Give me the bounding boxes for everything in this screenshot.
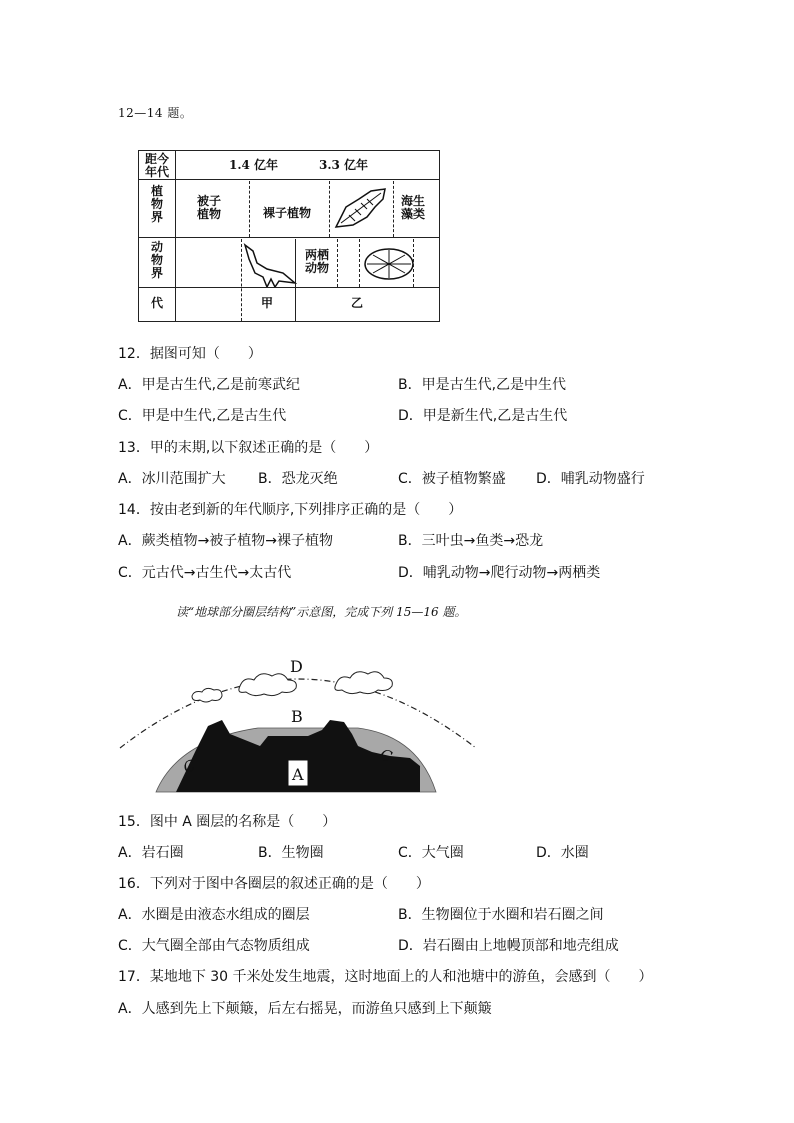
- q12-option-c[interactable]: C．甲是中生代,乙是古生代: [118, 408, 287, 424]
- age-2: 3.3 亿年: [319, 158, 369, 172]
- label-a: A: [292, 765, 304, 784]
- dinosaur-fossil-icon: [243, 243, 297, 287]
- q16-option-c[interactable]: C．大气圈全部由气态物质组成: [118, 938, 310, 954]
- cloud-icon: [335, 672, 392, 694]
- q15-option-d[interactable]: D．水圈: [536, 845, 589, 861]
- q12-option-d[interactable]: D．甲是新生代,乙是古生代: [398, 408, 568, 424]
- label-b: B: [291, 707, 303, 726]
- earth-spheres-diagram: [118, 640, 480, 796]
- q13-option-d[interactable]: D．哺乳动物盛行: [536, 471, 645, 487]
- q16-option-b[interactable]: B．生物圈位于水圈和岩石圈之间: [398, 907, 604, 923]
- row-label-plants: 植 物 界: [150, 184, 163, 224]
- question-14: 14．按由老到新的年代顺序,下列排序正确的是（ ）: [118, 502, 463, 518]
- geologic-time-table: [138, 150, 440, 322]
- cloud-icon: [239, 674, 296, 696]
- plant-gymnosperm: 裸子植物: [263, 206, 312, 220]
- q15-option-a[interactable]: A．岩石圈: [118, 845, 184, 861]
- intro-text: 12—14 题。: [118, 106, 193, 120]
- label-c-right: C: [377, 745, 395, 767]
- row-label-age: 距今 年代: [144, 152, 169, 179]
- q14-option-b[interactable]: B．三叶虫→鱼类→恐龙: [398, 533, 544, 549]
- plant-angiosperm: 被子 植物: [197, 194, 222, 221]
- fern-fossil-icon: [331, 185, 391, 233]
- era-jia: 甲: [261, 296, 274, 310]
- q15-option-c[interactable]: C．大气圈: [398, 845, 464, 861]
- age-1: 1.4 亿年: [229, 158, 279, 172]
- plant-algae: 海生 藻类: [401, 194, 426, 221]
- question-15: 15．图中 A 圈层的名称是（ ）: [118, 814, 337, 830]
- animal-amphibian: 两栖 动物: [305, 248, 330, 275]
- era-yi: 乙: [351, 296, 364, 310]
- q13-option-a[interactable]: A．冰川范围扩大: [118, 471, 226, 487]
- q12-option-a[interactable]: A．甲是古生代,乙是前寒武纪: [118, 377, 301, 393]
- question-17: 17．某地地下 30 千米处发生地震，这时地面上的人和池塘中的游鱼，会感到（ ）: [118, 969, 653, 985]
- row-label-era: 代: [150, 296, 163, 310]
- cloud-icon: [192, 688, 222, 702]
- question-13: 13．甲的末期,以下叙述正确的是（ ）: [118, 440, 379, 456]
- q17-option-a[interactable]: A．人感到先上下颠簸，后左右摇晃，而游鱼只感到上下颠簸: [118, 1001, 492, 1017]
- row-label-animals: 动 物 界: [150, 240, 163, 280]
- q13-option-c[interactable]: C．被子植物繁盛: [398, 471, 506, 487]
- label-c-left: C: [180, 756, 198, 777]
- label-d: D: [290, 657, 303, 676]
- q16-option-d[interactable]: D．岩石圈由上地幔顶部和地壳组成: [398, 938, 619, 954]
- q13-option-b[interactable]: B．恐龙灭绝: [258, 471, 338, 487]
- diagram-instruction: 读“地球部分圈层结构”示意图，完成下列 15—16 题。: [176, 605, 467, 619]
- question-16: 16．下列对于图中各圈层的叙述正确的是（ ）: [118, 876, 430, 892]
- question-12: 12．据图可知（ ）: [118, 346, 262, 362]
- trilobite-fossil-icon: [363, 245, 415, 283]
- q15-option-b[interactable]: B．生物圈: [258, 845, 324, 861]
- q14-option-a[interactable]: A．蕨类植物→被子植物→裸子植物: [118, 533, 334, 549]
- q12-option-b[interactable]: B．甲是古生代,乙是中生代: [398, 377, 567, 393]
- q14-option-c[interactable]: C．元古代→古生代→太古代: [118, 565, 292, 581]
- q14-option-d[interactable]: D．哺乳动物→爬行动物→两栖类: [398, 565, 601, 581]
- q16-option-a[interactable]: A．水圈是由液态水组成的圈层: [118, 907, 310, 923]
